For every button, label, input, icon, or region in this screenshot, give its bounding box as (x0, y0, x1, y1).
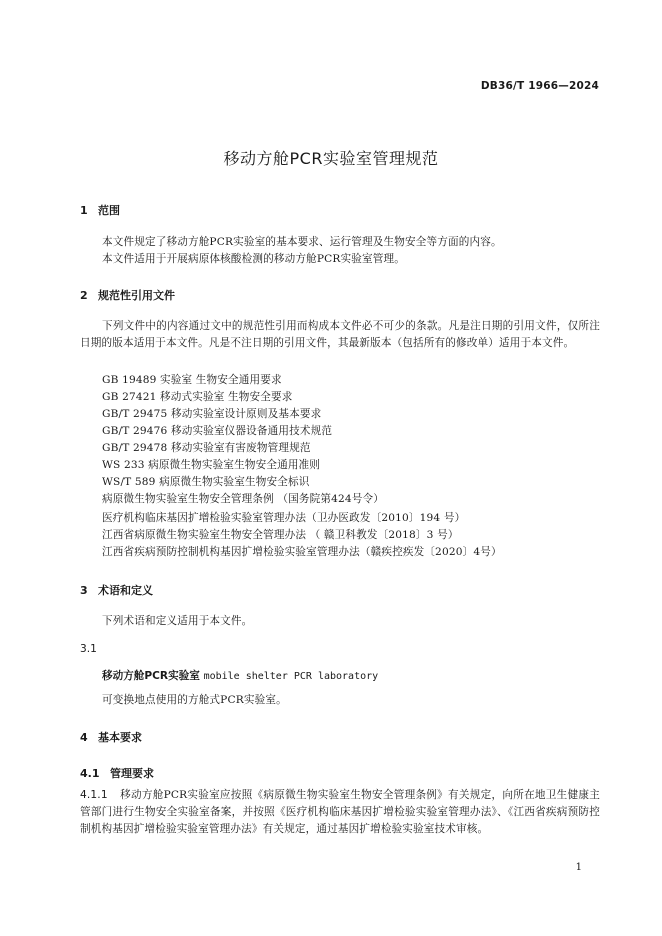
reference-item: 医疗机构临床基因扩增检验实验室管理办法（卫办医政发〔2010〕194 号） (102, 512, 466, 524)
page-number: 1 (575, 862, 582, 873)
scope-paragraph-1: 本文件规定了移动方舱PCR实验室的基本要求、运行管理及生物安全等方面的内容。 (102, 236, 502, 248)
section-title: 范围 (98, 204, 120, 217)
term-chinese: 移动方舱PCR实验室 (102, 670, 200, 682)
subsection-number: 4.1 (80, 767, 100, 780)
section-2-heading (80, 287, 175, 303)
clause-text: 移动方舱PCR实验室应按照《病原微生物实验室生物安全管理条例》有关规定，向所在地卫生健康主管部门进行生物安全实验室备案，并按照《医疗机构临床基因扩增检验实验室管理办法》、《江西省疾病预防控制机构基因扩增检验实验室管理办法》有关规定，通过基因扩增检验实验室技术审核。 (80, 789, 600, 835)
section-number: 3 (80, 584, 88, 597)
section-number: 2 (80, 289, 88, 302)
subsection-title: 管理要求 (110, 767, 154, 780)
reference-item: WS/T 589 病原微生物实验室生物安全标识 (102, 476, 310, 488)
reference-item: GB/T 29475 移动实验室设计原则及基本要求 (102, 408, 322, 420)
term-english: mobile shelter PCR laboratory (203, 671, 379, 682)
reference-item: GB/T 29478 移动实验室有害废物管理规范 (102, 442, 311, 454)
term-entry (102, 668, 378, 683)
section-title: 规范性引用文件 (98, 289, 175, 302)
reference-item: GB 27421 移动式实验室 生物安全要求 (102, 391, 293, 403)
reference-item: 病原微生物实验室生物安全管理条例 （国务院第424号令） (102, 493, 385, 505)
standard-code: DB36/T 1966—2024 (480, 80, 599, 92)
terms-intro: 下列术语和定义适用于本文件。 (102, 615, 253, 627)
section-title: 基本要求 (98, 731, 142, 744)
reference-item: GB 19489 实验室 生物安全通用要求 (102, 374, 282, 386)
scope-paragraph-2: 本文件适用于开展病原体核酸检测的移动方舱PCR实验室管理。 (102, 253, 405, 265)
term-definition: 可变换地点使用的方舱式PCR实验室。 (102, 694, 287, 706)
section-title: 术语和定义 (98, 584, 153, 597)
section-3-heading (80, 582, 153, 598)
reference-item: 江西省疾病预防控制机构基因扩增检验实验室管理办法（赣疾控疾发〔2020〕4号） (102, 546, 502, 558)
clause-number: 4.1.1 (80, 789, 108, 801)
references-intro: 下列文件中的内容通过文中的规范性引用而构成本文件必不可少的条款。凡是注日期的引用文件，仅所注日期的版本适用于本文件。凡是不注日期的引用文件，其最新版本（包括所有的修改单）适用于本文件。 (80, 320, 600, 349)
reference-item: GB/T 29476 移动实验室仪器设备通用技术规范 (102, 425, 333, 437)
section-number: 4 (80, 731, 88, 744)
clause-4-1-1 (80, 787, 600, 838)
section-1-heading (80, 202, 120, 218)
reference-item: WS 233 病原微生物实验室生物安全通用准则 (102, 459, 321, 471)
section-4-heading (80, 729, 142, 745)
section-number: 1 (80, 204, 88, 217)
subsection-4-1-heading (80, 765, 154, 781)
document-title: 移动方舱PCR实验室管理规范 (223, 149, 439, 168)
term-number: 3.1 (80, 643, 97, 655)
reference-item: 江西省病原微生物实验室生物安全管理办法 （ 赣卫科教发〔2018〕3 号） (102, 529, 459, 541)
